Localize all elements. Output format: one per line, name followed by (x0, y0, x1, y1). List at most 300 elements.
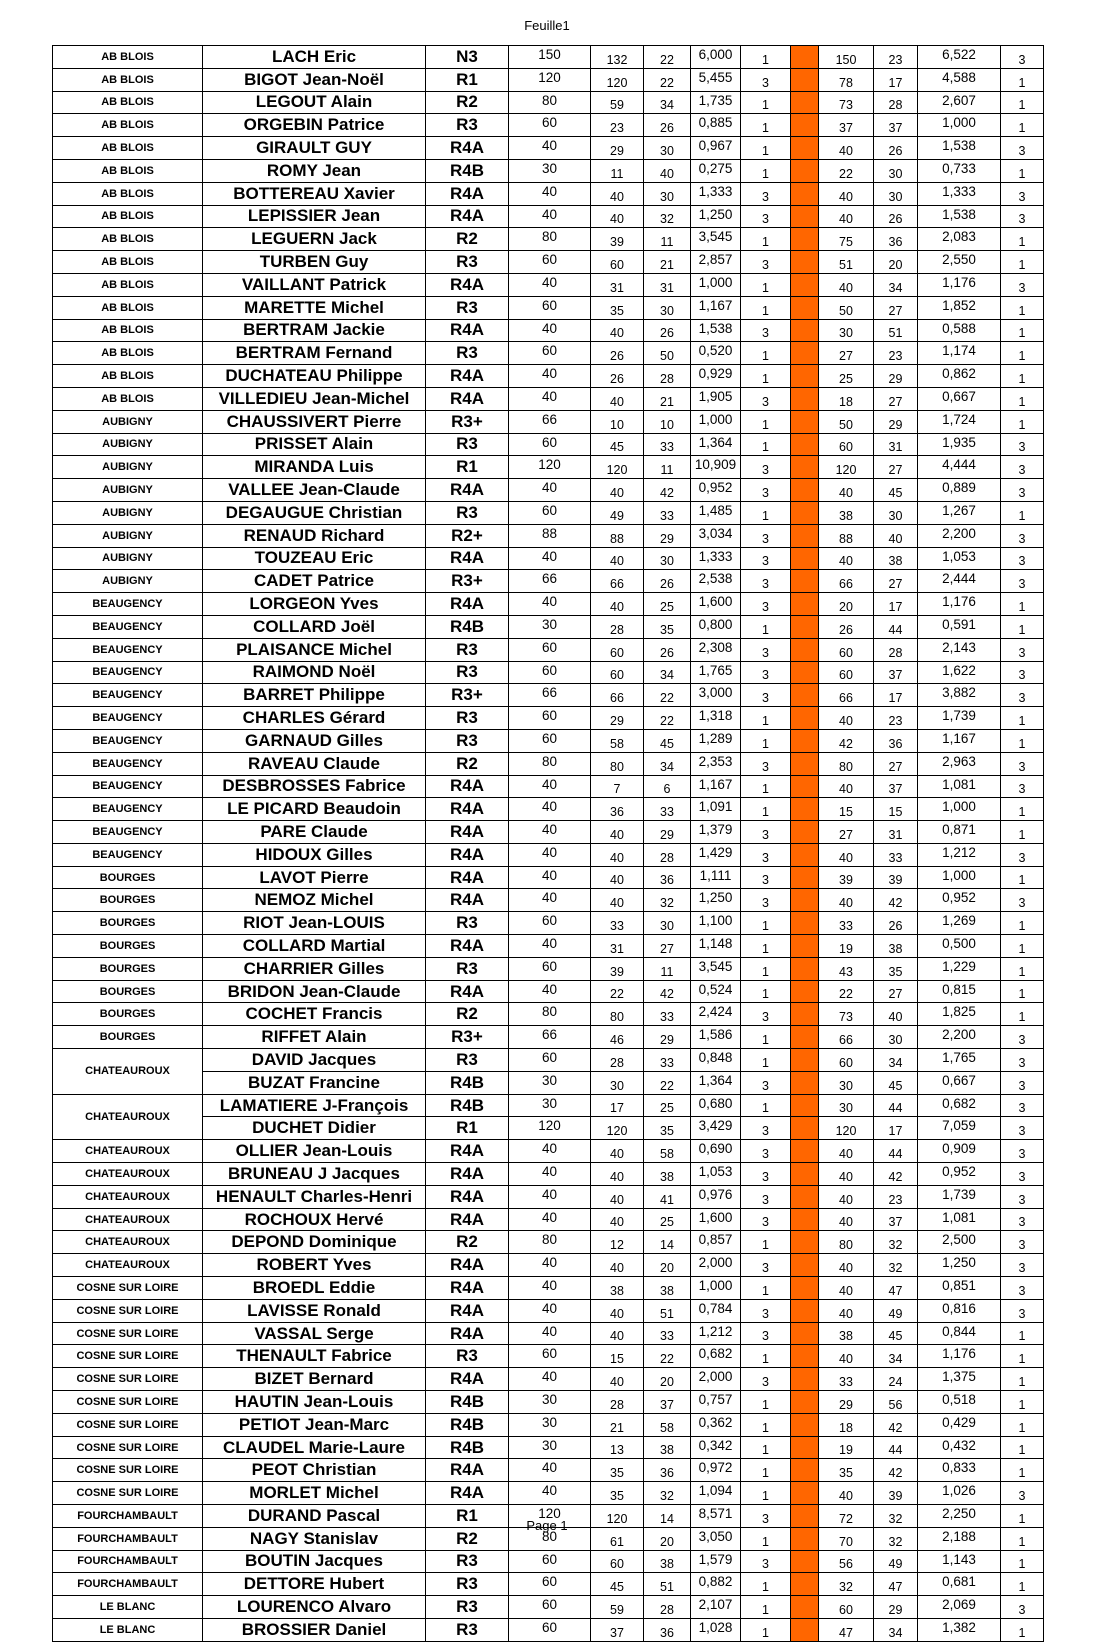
player-name-cell: PRISSET Alain (203, 433, 426, 456)
rank-1-cell: 1 (741, 1049, 791, 1072)
player-name-cell: THENAULT Fabrice (203, 1345, 426, 1368)
value-c-cell: 51 (819, 251, 874, 274)
player-name-cell: BUZAT Francine (203, 1071, 426, 1094)
table-row (53, 1254, 1044, 1277)
club-cell: AUBIGNY (53, 547, 203, 570)
club-cell: AB BLOIS (53, 387, 203, 410)
points-cell: 60 (509, 707, 591, 730)
table-row (53, 1459, 1044, 1482)
separator-cell (791, 251, 819, 274)
points-cell: 80 (509, 1231, 591, 1254)
ratio-2-cell: 1,267 (918, 501, 1001, 524)
value-d-cell: 23 (874, 46, 918, 69)
separator-cell (791, 1049, 819, 1072)
separator-cell (791, 1596, 819, 1619)
value-a-cell: 66 (591, 570, 644, 593)
ratio-1-cell: 2,107 (691, 1596, 741, 1619)
value-b-cell: 22 (644, 68, 691, 91)
ratio-1-cell: 1,094 (691, 1482, 741, 1505)
category-cell: R4A (426, 593, 509, 616)
value-d-cell: 29 (874, 1596, 918, 1619)
rank-1-cell: 3 (741, 205, 791, 228)
points-cell: 40 (509, 1299, 591, 1322)
value-c-cell: 40 (819, 273, 874, 296)
table-row (53, 251, 1044, 274)
rank-2-cell: 3 (1001, 684, 1044, 707)
rank-1-cell: 3 (741, 843, 791, 866)
value-b-cell: 11 (644, 456, 691, 479)
separator-cell (791, 501, 819, 524)
club-cell: COSNE SUR LOIRE (53, 1413, 203, 1436)
ratio-1-cell: 0,882 (691, 1573, 741, 1596)
rank-2-cell: 3 (1001, 775, 1044, 798)
category-cell: R4A (426, 182, 509, 205)
club-cell: COSNE SUR LOIRE (53, 1299, 203, 1322)
table-row (53, 889, 1044, 912)
rank-1-cell: 1 (741, 1618, 791, 1641)
value-d-cell: 30 (874, 182, 918, 205)
points-cell: 40 (509, 1459, 591, 1482)
category-cell: R2 (426, 1231, 509, 1254)
ratio-1-cell: 1,167 (691, 775, 741, 798)
table-row (53, 296, 1044, 319)
table-row (53, 1208, 1044, 1231)
value-a-cell: 21 (591, 1413, 644, 1436)
value-b-cell: 32 (644, 889, 691, 912)
category-cell: R3+ (426, 1026, 509, 1049)
ratio-1-cell: 1,600 (691, 1208, 741, 1231)
separator-cell (791, 342, 819, 365)
category-cell: R1 (426, 456, 509, 479)
points-cell: 40 (509, 866, 591, 889)
table-row (53, 684, 1044, 707)
ratio-1-cell: 1,333 (691, 547, 741, 570)
points-cell: 60 (509, 114, 591, 137)
value-b-cell: 20 (644, 1368, 691, 1391)
ratio-2-cell: 1,176 (918, 273, 1001, 296)
rank-2-cell: 1 (1001, 114, 1044, 137)
club-cell: BEAUGENCY (53, 615, 203, 638)
ratio-2-cell: 1,229 (918, 957, 1001, 980)
table-row (53, 1345, 1044, 1368)
table-row (53, 1003, 1044, 1026)
ratio-2-cell: 0,952 (918, 889, 1001, 912)
category-cell: R3 (426, 1049, 509, 1072)
ratio-1-cell: 3,034 (691, 524, 741, 547)
rank-2-cell: 3 (1001, 638, 1044, 661)
separator-cell (791, 205, 819, 228)
player-name-cell: CADET Patrice (203, 570, 426, 593)
category-cell: R1 (426, 1505, 509, 1528)
ratio-2-cell: 6,522 (918, 46, 1001, 69)
player-name-cell: GARNAUD Gilles (203, 729, 426, 752)
points-cell: 30 (509, 159, 591, 182)
separator-cell (791, 775, 819, 798)
points-cell: 66 (509, 570, 591, 593)
ratio-2-cell: 0,816 (918, 1299, 1001, 1322)
rank-1-cell: 1 (741, 1459, 791, 1482)
value-c-cell: 60 (819, 661, 874, 684)
value-a-cell: 40 (591, 547, 644, 570)
table-row (53, 1231, 1044, 1254)
player-name-cell: ORGEBIN Patrice (203, 114, 426, 137)
separator-cell (791, 296, 819, 319)
points-cell: 60 (509, 251, 591, 274)
player-name-cell: ROBERT Yves (203, 1254, 426, 1277)
value-c-cell: 40 (819, 205, 874, 228)
category-cell: R2+ (426, 524, 509, 547)
value-d-cell: 35 (874, 957, 918, 980)
club-cell: AB BLOIS (53, 228, 203, 251)
club-cell: AB BLOIS (53, 91, 203, 114)
value-b-cell: 22 (644, 46, 691, 69)
value-a-cell: 40 (591, 843, 644, 866)
category-cell: R4B (426, 615, 509, 638)
player-name-cell: PEOT Christian (203, 1459, 426, 1482)
category-cell: R4A (426, 547, 509, 570)
rank-2-cell: 1 (1001, 228, 1044, 251)
value-c-cell: 38 (819, 501, 874, 524)
value-a-cell: 22 (591, 980, 644, 1003)
value-c-cell: 40 (819, 889, 874, 912)
value-c-cell: 33 (819, 1368, 874, 1391)
club-cell: COSNE SUR LOIRE (53, 1277, 203, 1300)
player-name-cell: ROCHOUX Hervé (203, 1208, 426, 1231)
value-c-cell: 30 (819, 1094, 874, 1117)
separator-cell (791, 798, 819, 821)
value-a-cell: 28 (591, 1049, 644, 1072)
ratio-1-cell: 1,765 (691, 661, 741, 684)
category-cell: R3 (426, 433, 509, 456)
points-cell: 60 (509, 912, 591, 935)
ratio-1-cell: 1,600 (691, 593, 741, 616)
rank-1-cell: 3 (741, 684, 791, 707)
value-c-cell: 19 (819, 1436, 874, 1459)
value-c-cell: 37 (819, 114, 874, 137)
value-b-cell: 33 (644, 433, 691, 456)
ratio-2-cell: 1,825 (918, 1003, 1001, 1026)
rank-1-cell: 1 (741, 729, 791, 752)
points-cell: 40 (509, 889, 591, 912)
table-row (53, 342, 1044, 365)
rank-1-cell: 1 (741, 980, 791, 1003)
category-cell: R4A (426, 866, 509, 889)
rank-2-cell: 1 (1001, 296, 1044, 319)
rank-1-cell: 1 (741, 1413, 791, 1436)
category-cell: R3+ (426, 570, 509, 593)
rank-1-cell: 1 (741, 46, 791, 69)
value-c-cell: 22 (819, 159, 874, 182)
club-cell: AB BLOIS (53, 68, 203, 91)
value-c-cell: 73 (819, 1003, 874, 1026)
rank-2-cell: 3 (1001, 1185, 1044, 1208)
ratio-1-cell: 1,100 (691, 912, 741, 935)
separator-cell (791, 1277, 819, 1300)
club-cell: BEAUGENCY (53, 661, 203, 684)
category-cell: R4A (426, 1482, 509, 1505)
ratio-1-cell: 1,905 (691, 387, 741, 410)
ratio-1-cell: 6,000 (691, 46, 741, 69)
ratio-2-cell: 2,607 (918, 91, 1001, 114)
ratio-2-cell: 2,250 (918, 1505, 1001, 1528)
value-a-cell: 26 (591, 342, 644, 365)
value-b-cell: 33 (644, 1049, 691, 1072)
ratio-1-cell: 1,735 (691, 91, 741, 114)
value-a-cell: 120 (591, 1505, 644, 1528)
club-cell: AUBIGNY (53, 410, 203, 433)
value-c-cell: 120 (819, 456, 874, 479)
player-name-cell: BARRET Philippe (203, 684, 426, 707)
rank-1-cell: 1 (741, 91, 791, 114)
value-d-cell: 17 (874, 68, 918, 91)
value-a-cell: 40 (591, 1299, 644, 1322)
player-name-cell: OLLIER Jean-Louis (203, 1140, 426, 1163)
value-b-cell: 34 (644, 752, 691, 775)
value-b-cell: 30 (644, 912, 691, 935)
club-cell: AB BLOIS (53, 365, 203, 388)
category-cell: R4B (426, 1436, 509, 1459)
rank-2-cell: 1 (1001, 1368, 1044, 1391)
value-b-cell: 36 (644, 866, 691, 889)
ratio-2-cell: 0,889 (918, 479, 1001, 502)
points-cell: 150 (509, 46, 591, 69)
value-d-cell: 44 (874, 1436, 918, 1459)
rank-2-cell: 3 (1001, 433, 1044, 456)
table-row (53, 137, 1044, 160)
value-b-cell: 11 (644, 228, 691, 251)
category-cell: R4A (426, 889, 509, 912)
player-name-cell: VASSAL Serge (203, 1322, 426, 1345)
points-cell: 60 (509, 296, 591, 319)
rank-1-cell: 1 (741, 365, 791, 388)
value-d-cell: 29 (874, 410, 918, 433)
value-b-cell: 33 (644, 1003, 691, 1026)
category-cell: R3 (426, 1618, 509, 1641)
ratio-1-cell: 1,485 (691, 501, 741, 524)
separator-cell (791, 957, 819, 980)
ratio-2-cell: 0,844 (918, 1322, 1001, 1345)
category-cell: R4A (426, 843, 509, 866)
club-cell: BOURGES (53, 889, 203, 912)
value-c-cell: 120 (819, 1117, 874, 1140)
table-row (53, 547, 1044, 570)
category-cell: R3 (426, 114, 509, 137)
points-cell: 60 (509, 638, 591, 661)
player-name-cell: BOUTIN Jacques (203, 1550, 426, 1573)
value-c-cell: 27 (819, 342, 874, 365)
rank-2-cell: 1 (1001, 159, 1044, 182)
ratio-2-cell: 1,765 (918, 1049, 1001, 1072)
points-cell: 60 (509, 1345, 591, 1368)
rank-2-cell: 3 (1001, 205, 1044, 228)
player-name-cell: HIDOUX Gilles (203, 843, 426, 866)
rank-1-cell: 1 (741, 1596, 791, 1619)
ratio-2-cell: 1,000 (918, 798, 1001, 821)
club-cell: LE BLANC (53, 1596, 203, 1619)
ratio-2-cell: 0,733 (918, 159, 1001, 182)
player-name-cell: COCHET Francis (203, 1003, 426, 1026)
ratio-2-cell: 1,212 (918, 843, 1001, 866)
value-a-cell: 80 (591, 1003, 644, 1026)
category-cell: R3 (426, 1596, 509, 1619)
table-row (53, 798, 1044, 821)
points-cell: 40 (509, 775, 591, 798)
club-cell: COSNE SUR LOIRE (53, 1345, 203, 1368)
rank-1-cell: 1 (741, 273, 791, 296)
player-name-cell: MORLET Michel (203, 1482, 426, 1505)
club-cell: LE BLANC (53, 1618, 203, 1641)
value-a-cell: 17 (591, 1094, 644, 1117)
player-name-cell: PETIOT Jean-Marc (203, 1413, 426, 1436)
points-cell: 40 (509, 593, 591, 616)
club-cell: BOURGES (53, 935, 203, 958)
club-cell: COSNE SUR LOIRE (53, 1368, 203, 1391)
separator-cell (791, 68, 819, 91)
rank-2-cell: 3 (1001, 1117, 1044, 1140)
value-b-cell: 14 (644, 1231, 691, 1254)
category-cell: R4A (426, 137, 509, 160)
rank-2-cell: 3 (1001, 1596, 1044, 1619)
value-a-cell: 40 (591, 1368, 644, 1391)
rank-2-cell: 3 (1001, 1482, 1044, 1505)
points-cell: 120 (509, 1117, 591, 1140)
rank-1-cell: 3 (741, 68, 791, 91)
table-row (53, 980, 1044, 1003)
player-name-cell: BROSSIER Daniel (203, 1618, 426, 1641)
points-cell: 60 (509, 501, 591, 524)
rank-2-cell: 1 (1001, 593, 1044, 616)
category-cell: R4A (426, 1299, 509, 1322)
value-c-cell: 60 (819, 433, 874, 456)
table-row (53, 365, 1044, 388)
category-cell: R4A (426, 479, 509, 502)
category-cell: R4A (426, 387, 509, 410)
club-cell: BEAUGENCY (53, 593, 203, 616)
value-d-cell: 49 (874, 1299, 918, 1322)
rank-1-cell: 3 (741, 456, 791, 479)
table-row (53, 1163, 1044, 1186)
club-cell: AUBIGNY (53, 479, 203, 502)
rank-1-cell: 1 (741, 137, 791, 160)
club-cell: BEAUGENCY (53, 843, 203, 866)
club-cell: AB BLOIS (53, 205, 203, 228)
separator-cell (791, 1231, 819, 1254)
value-a-cell: 30 (591, 1071, 644, 1094)
ratio-1-cell: 1,028 (691, 1618, 741, 1641)
value-b-cell: 33 (644, 798, 691, 821)
ratio-2-cell: 1,538 (918, 205, 1001, 228)
rank-1-cell: 3 (741, 1003, 791, 1026)
ratio-2-cell: 0,909 (918, 1140, 1001, 1163)
category-cell: R3+ (426, 410, 509, 433)
value-c-cell: 88 (819, 524, 874, 547)
separator-cell (791, 889, 819, 912)
rank-2-cell: 3 (1001, 889, 1044, 912)
category-cell: R4B (426, 1071, 509, 1094)
value-c-cell: 40 (819, 479, 874, 502)
value-b-cell: 26 (644, 319, 691, 342)
value-b-cell: 30 (644, 137, 691, 160)
value-c-cell: 40 (819, 707, 874, 730)
value-b-cell: 25 (644, 1208, 691, 1231)
value-d-cell: 27 (874, 456, 918, 479)
club-cell: AB BLOIS (53, 296, 203, 319)
value-a-cell: 38 (591, 1277, 644, 1300)
rank-2-cell: 3 (1001, 1231, 1044, 1254)
ratio-1-cell: 1,000 (691, 273, 741, 296)
table-row (53, 273, 1044, 296)
table-row (53, 114, 1044, 137)
table-row (53, 912, 1044, 935)
points-cell: 40 (509, 1208, 591, 1231)
ratio-1-cell: 1,250 (691, 205, 741, 228)
table-row (53, 775, 1044, 798)
rank-1-cell: 3 (741, 1163, 791, 1186)
rank-2-cell: 3 (1001, 843, 1044, 866)
rank-1-cell: 3 (741, 1299, 791, 1322)
value-a-cell: 28 (591, 1391, 644, 1414)
table-row (53, 1550, 1044, 1573)
value-d-cell: 51 (874, 319, 918, 342)
separator-cell (791, 1322, 819, 1345)
rank-2-cell: 3 (1001, 1299, 1044, 1322)
value-b-cell: 40 (644, 159, 691, 182)
table-row (53, 1596, 1044, 1619)
separator-cell (791, 661, 819, 684)
points-cell: 40 (509, 137, 591, 160)
value-d-cell: 27 (874, 387, 918, 410)
player-name-cell: BRIDON Jean-Claude (203, 980, 426, 1003)
value-b-cell: 29 (644, 1026, 691, 1049)
ratio-2-cell: 1,375 (918, 1368, 1001, 1391)
points-cell: 60 (509, 342, 591, 365)
club-cell: COSNE SUR LOIRE (53, 1322, 203, 1345)
player-name-cell: MIRANDA Luis (203, 456, 426, 479)
club-cell: AB BLOIS (53, 319, 203, 342)
value-d-cell: 38 (874, 547, 918, 570)
points-cell: 80 (509, 1003, 591, 1026)
value-d-cell: 34 (874, 273, 918, 296)
category-cell: R4A (426, 935, 509, 958)
rank-2-cell: 1 (1001, 707, 1044, 730)
value-a-cell: 66 (591, 684, 644, 707)
value-b-cell: 30 (644, 182, 691, 205)
ratio-1-cell: 2,424 (691, 1003, 741, 1026)
table-row (53, 433, 1044, 456)
ratio-2-cell: 0,667 (918, 1071, 1001, 1094)
table-row (53, 1482, 1044, 1505)
category-cell: R4A (426, 319, 509, 342)
category-cell: R3 (426, 638, 509, 661)
player-name-cell: LAVOT Pierre (203, 866, 426, 889)
rank-2-cell: 1 (1001, 91, 1044, 114)
separator-cell (791, 1254, 819, 1277)
separator-cell (791, 1208, 819, 1231)
ratio-2-cell: 1,739 (918, 1185, 1001, 1208)
rank-2-cell: 3 (1001, 1163, 1044, 1186)
value-a-cell: 60 (591, 661, 644, 684)
ratio-2-cell: 0,851 (918, 1277, 1001, 1300)
category-cell: R4A (426, 1254, 509, 1277)
club-cell: BEAUGENCY (53, 752, 203, 775)
value-a-cell: 60 (591, 638, 644, 661)
player-name-cell: DUCHET Didier (203, 1117, 426, 1140)
ratio-2-cell: 4,588 (918, 68, 1001, 91)
value-a-cell: 39 (591, 228, 644, 251)
table-row (53, 1391, 1044, 1414)
table-row (53, 68, 1044, 91)
separator-cell (791, 935, 819, 958)
